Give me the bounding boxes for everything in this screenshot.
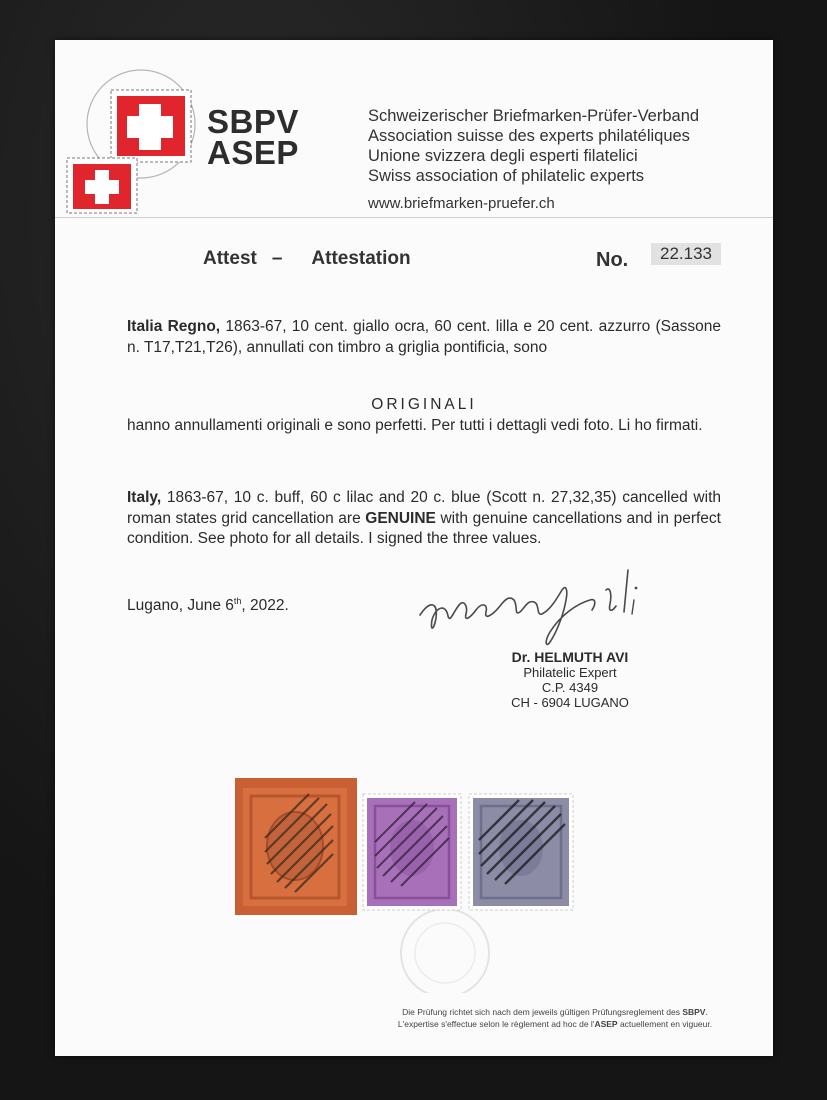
english-part1: 1863-67, 10 c. buff, 60 c lilac and 20 c. blue (Scott n. 27,32,35) cancelled with roman states grid cancellation are bbox=[127, 489, 721, 527]
title-attest: Attest bbox=[203, 248, 257, 269]
swiss-cross-stamp-logo-icon bbox=[61, 60, 201, 215]
italian-verdict: ORIGINALI bbox=[371, 396, 477, 413]
place-date-sup: th bbox=[233, 596, 242, 606]
footer-de-a: Die Prüfung richtet sich nach dem jeweils gültigen Prüfungsreglement des bbox=[402, 1007, 683, 1017]
association-line-en: Swiss association of philatelic experts bbox=[368, 167, 645, 185]
certificate-number: 22.133 bbox=[651, 243, 721, 265]
title-attestation: Attestation bbox=[311, 248, 411, 269]
italian-lead: Italia Regno, bbox=[127, 318, 221, 335]
footer-line-de bbox=[355, 1006, 755, 1018]
stamp-10c-buff bbox=[235, 778, 357, 915]
footer-de-b: SBPV bbox=[682, 1007, 706, 1017]
footer-fr-a: L'expertise s'effectue selon le règlement ad hoc de l' bbox=[397, 1019, 595, 1029]
footer-fr-b: ASEP bbox=[594, 1019, 618, 1029]
expert-block bbox=[475, 650, 665, 710]
association-line-it: Unione svizzera degli esperti filatelici bbox=[368, 147, 638, 165]
certificate bbox=[55, 40, 773, 1056]
expert-po-box: C.P. 4349 bbox=[541, 680, 599, 695]
footer-fr-c: actuellement en vigueur. bbox=[617, 1019, 713, 1029]
header-divider bbox=[55, 217, 773, 218]
italian-line1: 1863-67, 10 cent. giallo ocra, 60 cent. lilla e 20 cent. azzurro (Sassone n. T17,T21,T26), annullati con timbro a griglia pontificia, sono bbox=[127, 318, 721, 356]
italian-description bbox=[127, 317, 721, 358]
stamp-20c-blue bbox=[469, 794, 573, 910]
title-dash: – bbox=[271, 248, 283, 269]
certificate-title bbox=[203, 248, 411, 270]
place-date-prefix: Lugano, June 6 bbox=[127, 597, 234, 615]
brand-logo-text bbox=[207, 103, 299, 171]
expert-name: Dr. HELMUTH AVI bbox=[511, 649, 629, 665]
place-date-suffix: , 2022. bbox=[241, 597, 289, 615]
certificate-number-label: No. bbox=[596, 249, 629, 271]
footer-de-c: . bbox=[705, 1007, 708, 1017]
association-names bbox=[368, 106, 699, 186]
brand-line-asep: ASEP bbox=[207, 134, 299, 171]
expert-city: CH - 6904 LUGANO bbox=[511, 695, 629, 710]
handwritten-signature-icon bbox=[410, 560, 670, 655]
expert-title: Philatelic Expert bbox=[523, 665, 617, 680]
footer-notice bbox=[355, 1006, 755, 1030]
brand-line-sbpv: SBPV bbox=[207, 103, 299, 140]
website-url: www.briefmarken-pruefer.ch bbox=[368, 195, 555, 212]
stamp-60c-lilac bbox=[363, 794, 461, 910]
english-part2: with genuine cancellations and in perfect condition. See photo for all details. I signed the three values. bbox=[127, 509, 721, 547]
english-description bbox=[127, 488, 721, 550]
english-verdict: GENUINE bbox=[365, 509, 436, 527]
association-line-de: Schweizerischer Briefmarken-Prüfer-Verband bbox=[368, 107, 700, 125]
stamps-photo bbox=[235, 778, 575, 993]
place-and-date bbox=[127, 596, 289, 615]
footer-line-fr bbox=[355, 1018, 755, 1030]
english-lead: Italy, bbox=[127, 489, 162, 506]
italian-details: hanno annullamenti originali e sono perfetti. Per tutti i dettagli vedi foto. Li ho firmati. bbox=[127, 417, 703, 434]
association-line-fr: Association suisse des experts philatéliques bbox=[368, 127, 690, 145]
expert-blind-seal-icon bbox=[401, 909, 489, 993]
